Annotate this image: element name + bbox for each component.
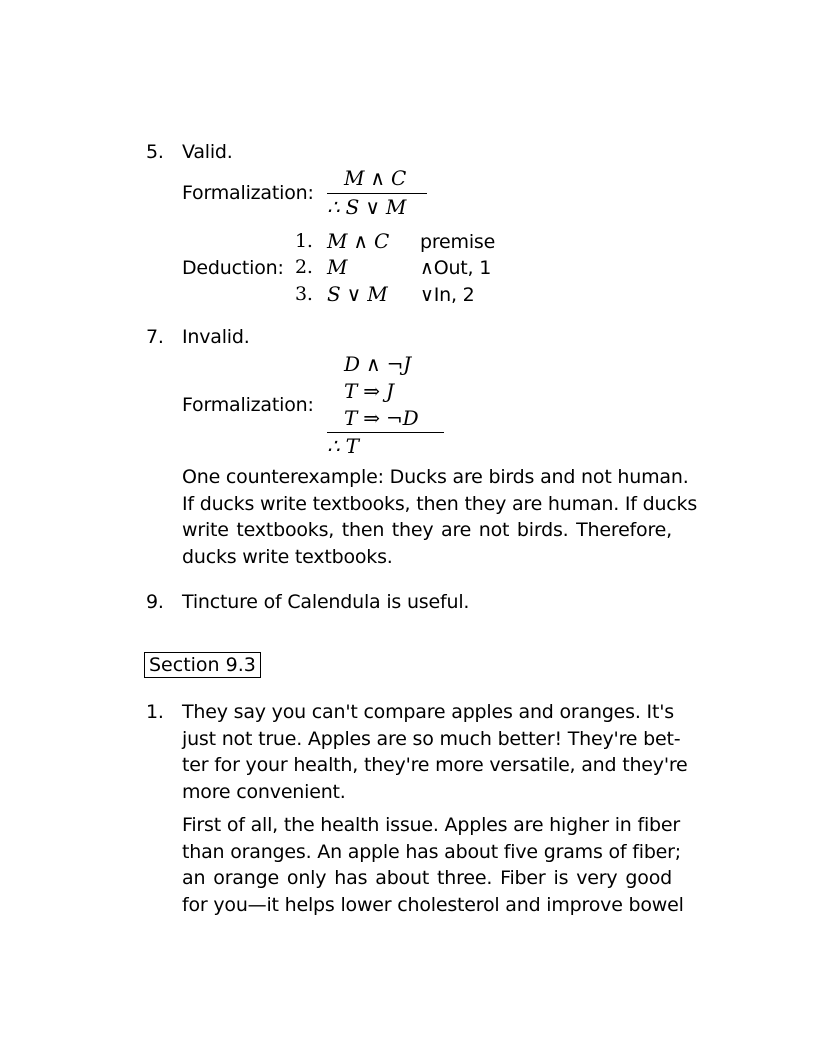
section-item-1-paragraph-2 — [182, 812, 684, 918]
problem-5-conclusion: ∴ S ∨ M — [327, 195, 407, 219]
deduction-formula: M — [327, 255, 348, 279]
problem-7-counterexample — [182, 464, 698, 570]
paragraph-line: an orange only has about three. Fiber is very good — [182, 867, 672, 889]
counterexample-line: One counterexample: Ducks are birds and not human. — [182, 466, 689, 488]
counterexample-line: write textbooks, then they are not birds. Therefore, — [182, 519, 672, 541]
deduction-formula: S ∨ M — [327, 282, 388, 306]
problem-7-conclusion: ∴ T — [327, 434, 359, 458]
paragraph-line: for you—it helps lower cholesterol and improve bowel — [182, 893, 684, 916]
problem-5-formalization-label: Formalization: — [182, 182, 314, 204]
problem-5-premise-1: M ∧ C — [344, 166, 407, 190]
problem-5-number: 5. — [146, 141, 164, 163]
problem-7-premise-3: T ⇒ ¬D — [344, 406, 419, 430]
counterexample-line: ducks write textbooks. — [182, 545, 393, 568]
problem-7-formalization-label: Formalization: — [182, 394, 314, 416]
deduction-justification: ∧Out, 1 — [420, 257, 492, 279]
problem-5-deduction-label: Deduction: — [182, 257, 284, 279]
section-item-1-paragraph-1 — [182, 699, 688, 805]
problem-7-premise-1: D ∧ ¬J — [344, 352, 411, 376]
deduction-line-number: 1. — [295, 230, 313, 252]
paragraph-line: than oranges. An apple has about five grams of fiber; — [182, 840, 681, 863]
deduction-formula: M ∧ C — [327, 229, 390, 253]
paragraph-line: more convenient. — [182, 780, 346, 803]
paragraph-line: just not true. Apples are so much better! They're bet- — [182, 727, 681, 750]
problem-7-number: 7. — [146, 326, 164, 348]
paragraph-line: They say you can't compare apples and oranges. It's — [182, 701, 674, 723]
problem-7-verdict: Invalid. — [182, 326, 250, 348]
deduction-justification: premise — [420, 231, 496, 253]
counterexample-line: If ducks write textbooks, then they are human. If ducks — [182, 492, 698, 515]
paragraph-line: First of all, the health issue. Apples are higher in fiber — [182, 814, 680, 836]
section-heading: Section 9.3 — [144, 652, 261, 678]
paragraph-line: ter for your health, they're more versatile, and they're — [182, 754, 688, 776]
problem-7-premise-2: T ⇒ J — [344, 379, 394, 403]
problem-9-number: 9. — [146, 591, 164, 613]
deduction-line-number: 3. — [295, 283, 313, 305]
deduction-justification: ∨In, 2 — [420, 284, 475, 306]
problem-9-text: Tincture of Calendula is useful. — [182, 591, 470, 613]
problem-5-verdict: Valid. — [182, 141, 233, 163]
deduction-line-number: 2. — [295, 256, 313, 278]
section-item-1-number: 1. — [146, 701, 164, 723]
